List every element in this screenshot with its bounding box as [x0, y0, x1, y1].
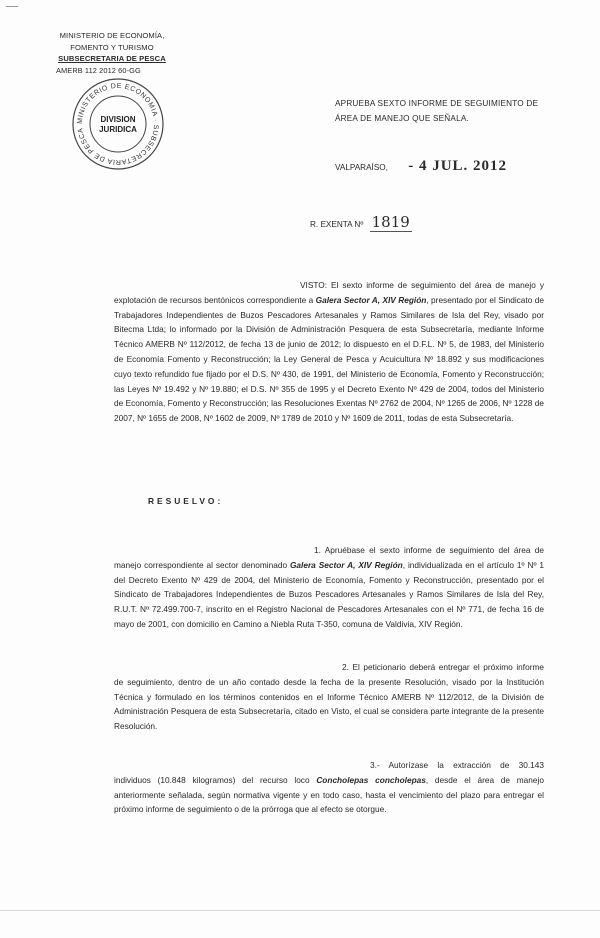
visto-sector-name: Galera Sector A, XIV Región	[315, 294, 427, 305]
item3-text-part1: 3.- Autorízase la extracción de 30.143 individuos (10.848 kilogramos) del recurso loco	[114, 760, 544, 785]
page-bottom-edge	[0, 910, 600, 911]
ministry-name-line2: FOMENTO Y TURISMO	[70, 42, 154, 52]
document-title: APRUEBA SEXTO INFORME DE SEGUIMIENTO DE ÁREA DE MANEJO QUE SEÑALA.	[335, 99, 539, 123]
juridica-seal-stamp	[70, 76, 166, 172]
ministry-name-line1: MINISTERIO DE ECONOMÍA,	[59, 31, 165, 40]
scan-corner-mark	[6, 6, 18, 7]
visto-text-part2: , presentado por el Sindicato de Trabajadores Independientes de Buzos Pescadores Artesanales y Ramos Similares de Isla del Rey, visado por Bitecma Ltda; lo informado por la División de Administración Pesquera de esta Subsecretaría, mediante Informe Técnico AMERB Nº 112/2012, de fecha 13 de junio de 2012; lo dispuesto en el D.F.L. Nº 5, de 1983, del Ministerio de Economía Fomento y Reconstrucción; la Ley General de Pesca y Acuicultura Nº 18.892 y sus modificaciones cuyo texto refundido fue fijado por el D.S. Nº 430, de 1991, del Ministerio de Economía, Fomento y Reconstrucción; las Leyes Nº 19.492 y Nº 19.880; el D.S. Nº 355 de 1995 y el Decreto Exento Nº 429 de 2004, todos del Ministerio de Economía, Fomento y Reconstrucción; las Resoluciones Exentas Nº 2762 de 2004, Nº 1265 de 2006, Nº 1228 de 2007, Nº 1655 de 2008, Nº 1602 de 2009, Nº 1789 de 2010 y Nº 1609 de 2011, todas de esta Subsecretaría.	[114, 294, 544, 424]
visto-paragraph	[114, 278, 544, 426]
seal-center-line2: JURIDICA	[99, 125, 137, 134]
item3-species-name: Concholepas concholepas	[316, 774, 426, 785]
ministry-header	[42, 30, 182, 76]
resolution-number-line	[310, 213, 412, 232]
item3-text-part2: , desde el área de manejo anteriormente señalada, según normativa vigente y en todo caso, hasta el vencimiento del plazo para entregar el próximo informe de seguimiento o de la prórroga que al efecto se otorgue.	[114, 774, 544, 815]
resolution-item-2: 2. El peticionario deberá entregar el próximo informe de seguimiento, dentro de un año contado desde la fecha de la presente Resolución, visado por la Institución Técnica y formulado en los términos contenidos en el Informe Técnico AMERB Nº 112/2012, de la División de Administración Pesquera de esta Subsecretaría, citado en Visto, el cual se considera parte integrante de la presente Resolución.	[114, 662, 544, 732]
seal-center-line1: DIVISION	[100, 115, 136, 124]
resolution-item-3	[114, 758, 544, 817]
resolution-number: 1819	[371, 213, 410, 231]
date-stamp: - 4 JUL. 2012	[408, 158, 508, 174]
item1-text-part1: 1. Apruébase el sexto informe de seguimiento del área de manejo correspondiente al sector denominado	[114, 545, 544, 570]
item1-text-part2: , individualizada en el artículo 1º Nº 1 del Decreto Exento Nº 429 de 2004, del Ministerio de Economía, Fomento y Reconstrucción, presentado por el Sindicato de Trabajadores Independientes de Buzos Pescadores Artesanales y Ramos Similares de Isla del Rey, R.U.T. Nº 72.499.700-7, inscrito en el Registro Nacional de Pescadores Artesanales con el Nº 771, de fecha 16 de mayo de 2001, con domicilio en Camino a Niebla Ruta T-350, comuna de Valdivia, XIV Región.	[114, 559, 544, 629]
resolution-item-1	[114, 543, 544, 632]
item1-sector-name: Galera Sector A, XIV Región	[289, 559, 403, 570]
visto-text-part1: VISTO: El sexto informe de seguimiento del área de manejo y explotación de recursos bentónicos correspondiente a	[114, 280, 544, 305]
resuelvo-heading: RESUELVO:	[148, 496, 224, 506]
document-reference: AMERB 112 2012 60-GG	[56, 65, 141, 75]
date-line	[335, 158, 507, 175]
seal-ring-text: MINISTERIO DE ECONOMIA · SUBSECRETARIA DE PESCA	[76, 82, 160, 166]
city-label: VALPARAÍSO,	[335, 163, 388, 172]
subsecretaria-name: SUBSECRETARIA DE PESCA	[58, 54, 166, 63]
resolution-label: R. EXENTA Nº	[310, 220, 364, 229]
